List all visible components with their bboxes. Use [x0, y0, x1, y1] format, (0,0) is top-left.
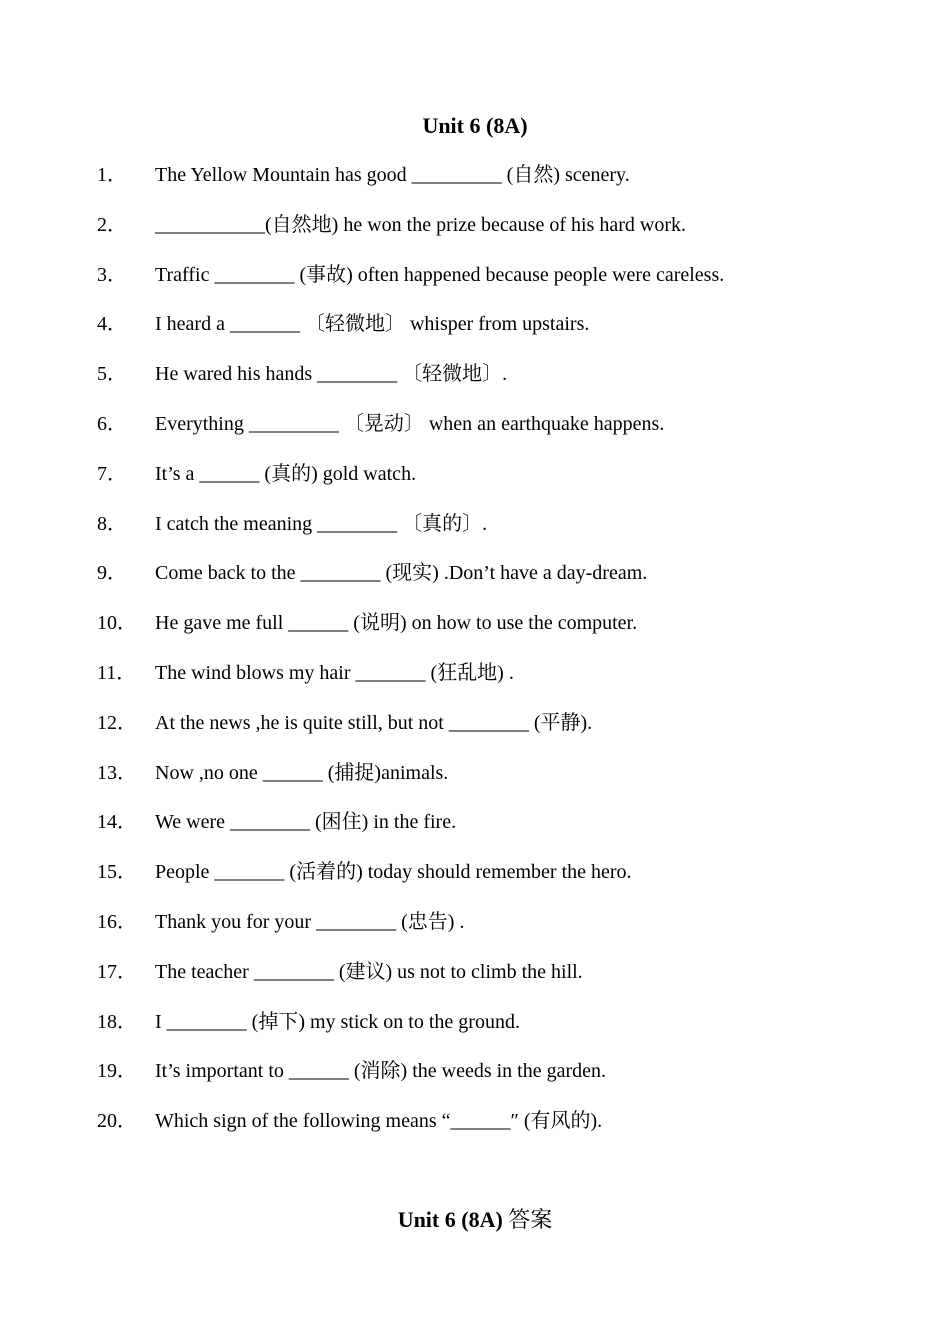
question-text: Now ,no one ______ (捕捉)animals. [155, 761, 449, 784]
question-item [0, 1106, 950, 1156]
question-number: 20． [97, 1110, 137, 1133]
question-number: 12． [97, 711, 137, 734]
question-text: Thank you for your ________ (忠告) . [155, 910, 465, 933]
question-item [0, 758, 950, 808]
question-item [0, 957, 950, 1007]
question-item [0, 558, 950, 608]
answer-title-text: Unit 6 (8A) [397, 1207, 503, 1232]
question-text: He gave me full ______ (说明) on how to use the computer. [155, 612, 638, 635]
question-text: The wind blows my hair _______ (狂乱地) . [155, 661, 514, 684]
question-text: I ________ (掉下) my stick on to the ground. [155, 1010, 520, 1033]
question-text: It’s a ______ (真的) gold watch. [155, 462, 417, 485]
question-number: 15． [97, 861, 137, 884]
question-number: 8． [97, 512, 127, 535]
question-text: Which sign of the following means “______″ (有风的). [155, 1110, 603, 1133]
question-number: 5． [97, 363, 127, 386]
question-number: 1． [97, 164, 127, 186]
question-item [0, 608, 950, 658]
answer-title-suffix: 答案 [508, 1207, 553, 1232]
question-text: ___________(自然地) he won the prize because of his hard work. [155, 213, 686, 236]
question-item [0, 658, 950, 708]
question-item [0, 160, 950, 210]
page-title [0, 112, 950, 140]
question-item [0, 708, 950, 758]
question-number: 3． [97, 263, 127, 286]
question-item [0, 359, 950, 409]
question-text: Come back to the ________ (现实) .Don’t have a day-dream. [155, 562, 648, 585]
question-number: 16． [97, 910, 137, 933]
question-item [0, 459, 950, 509]
question-item [0, 907, 950, 957]
question-number: 14． [97, 811, 137, 834]
question-text: At the news ,he is quite still, but not ________ (平静). [155, 711, 593, 734]
question-number: 7． [97, 462, 127, 485]
question-number: 10． [97, 612, 137, 635]
question-text: It’s important to ______ (消除) the weeds in the garden. [155, 1060, 607, 1083]
question-number: 18． [97, 1010, 137, 1033]
question-item [0, 309, 950, 359]
question-number: 11． [97, 661, 137, 684]
question-number: 17． [97, 960, 137, 983]
question-text: The Yellow Mountain has good _________ (自然) scenery. [155, 164, 630, 186]
question-item [0, 509, 950, 559]
question-text: People _______ (活着的) today should remember the hero. [155, 861, 632, 884]
question-text: I heard a _______ 〔轻微地〕 whisper from upstairs. [155, 313, 590, 336]
question-number: 2． [97, 213, 127, 236]
question-text: Everything _________ 〔晃动〕 when an earthquake happens. [155, 412, 665, 435]
question-number: 6． [97, 412, 127, 435]
question-text: The teacher ________ (建议) us not to climb the hill. [155, 960, 583, 983]
question-item [0, 807, 950, 857]
question-item [0, 210, 950, 260]
page-title-text: Unit 6 (8A) [422, 113, 528, 138]
question-number: 4． [97, 313, 127, 336]
question-text: I catch the meaning ________ 〔真的〕. [155, 512, 488, 535]
question-text: He wared his hands ________ 〔轻微地〕. [155, 363, 508, 386]
answer-title [0, 1206, 950, 1234]
question-number: 19． [97, 1060, 137, 1083]
question-text: We were ________ (困住) in the fire. [155, 811, 457, 834]
question-item [0, 409, 950, 459]
question-text: Traffic ________ (事故) often happened because people were careless. [155, 263, 725, 286]
question-number: 9． [97, 562, 127, 585]
question-number: 13． [97, 761, 137, 784]
question-list [0, 160, 950, 1156]
question-item [0, 260, 950, 310]
question-item [0, 1056, 950, 1106]
question-item [0, 1007, 950, 1057]
question-item [0, 857, 950, 907]
